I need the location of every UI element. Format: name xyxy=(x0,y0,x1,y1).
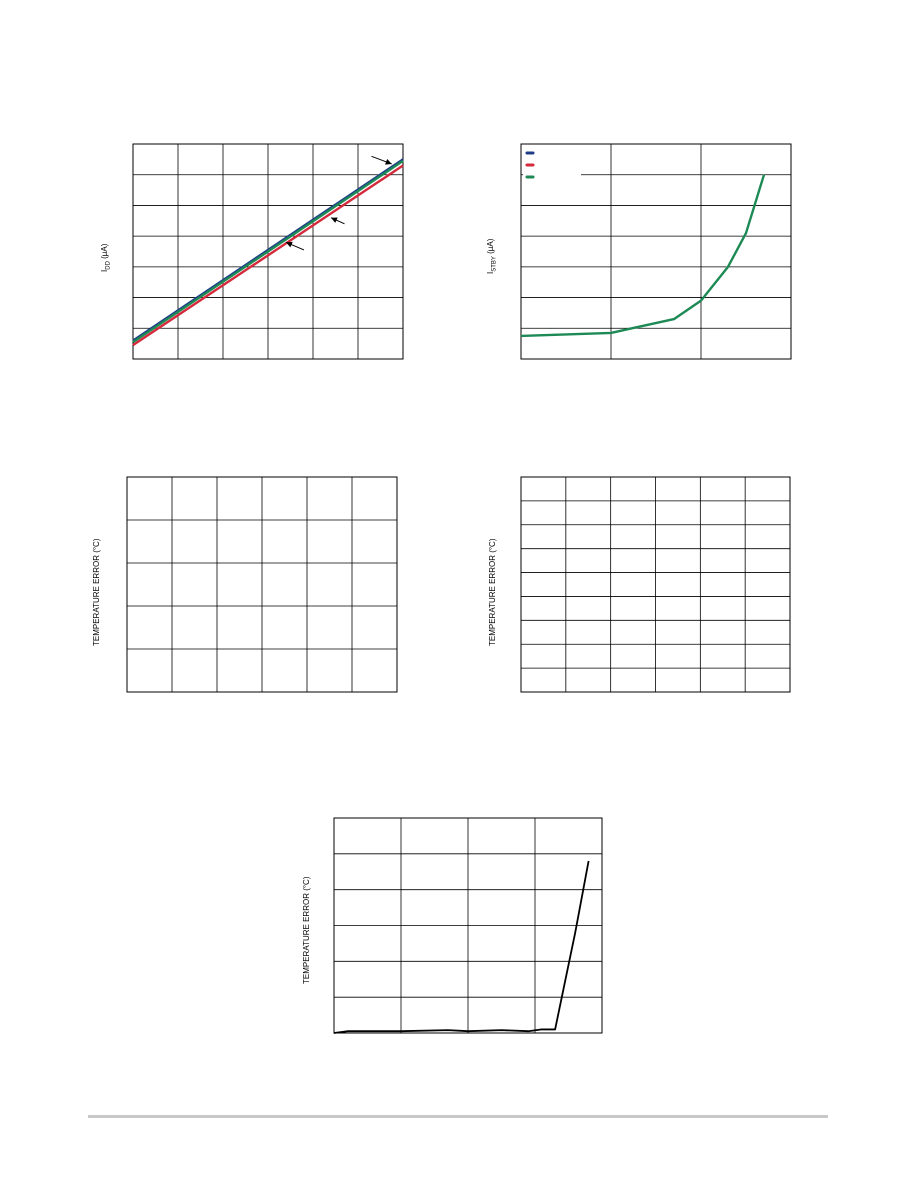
temp-error-y-axis-label-3: TEMPERATURE ERROR (°C) xyxy=(302,876,311,984)
series-line-green xyxy=(521,175,764,336)
legend-box xyxy=(523,146,581,182)
annotation-arrow xyxy=(286,242,304,250)
plot-frame xyxy=(334,818,602,1033)
plot-frame xyxy=(521,144,791,359)
plot-frame xyxy=(133,144,403,359)
series-line-black xyxy=(334,861,589,1033)
idd-plot xyxy=(133,144,403,359)
annotation-arrow xyxy=(331,218,345,224)
istby-y-axis-label: $I_{STBY}$ (µA) xyxy=(486,238,498,274)
annotation-arrowhead xyxy=(385,159,392,165)
idd-y-axis-label: $I_{DD}$ (µA) xyxy=(100,243,112,272)
series-line-red xyxy=(133,166,403,346)
annotation-arrow xyxy=(372,156,392,164)
plot-frame xyxy=(127,477,397,692)
istby-plot xyxy=(521,144,791,359)
temp-error-plot-1 xyxy=(127,477,397,692)
footer-rule xyxy=(88,1115,828,1118)
temp-error-plot-2 xyxy=(521,477,790,692)
annotation-arrowhead xyxy=(331,217,338,222)
plot-frame xyxy=(521,477,790,692)
annotation-arrowhead xyxy=(286,242,293,248)
temp-error-plot-3 xyxy=(334,818,602,1033)
temp-error-y-axis-label-1: TEMPERATURE ERROR (°C) xyxy=(92,538,101,646)
series-line-blue xyxy=(133,159,403,340)
series-line-green xyxy=(133,161,403,342)
temp-error-y-axis-label-2: TEMPERATURE ERROR (°C) xyxy=(488,538,497,646)
